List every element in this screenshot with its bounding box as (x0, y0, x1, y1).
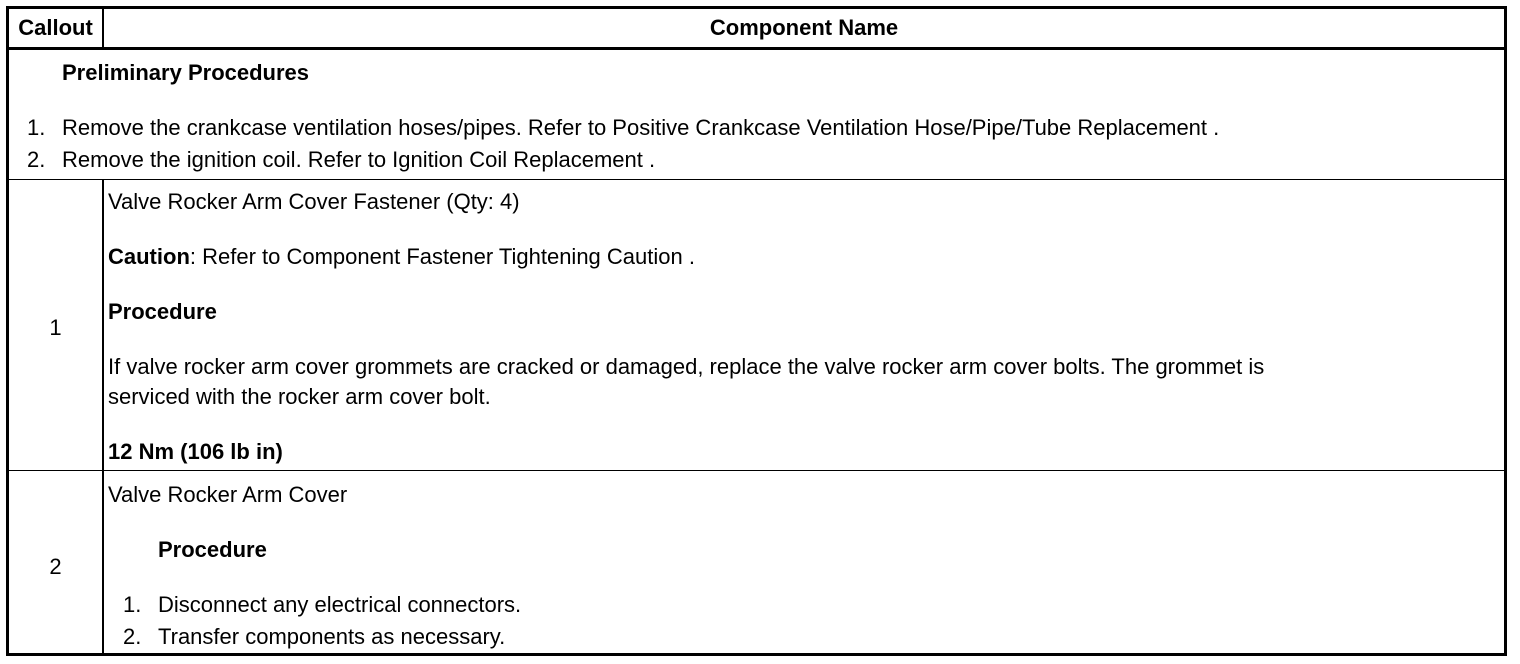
preliminary-step-text: Remove the crankcase ventilation hoses/pipes. Refer to Positive Crankcase Ventilation Hose/Pipe/Tube Replacement . (62, 115, 1220, 140)
component-table (6, 6, 1507, 656)
caution-line (108, 244, 695, 270)
procedure-heading: Procedure (108, 299, 217, 324)
procedure-step-text: Transfer components as necessary. (158, 624, 506, 649)
component-name: Valve Rocker Arm Cover Fastener (Qty: 4) (108, 189, 520, 214)
preliminary-step-number: 1. (27, 115, 46, 140)
caution-text: : Refer to Component Fastener Tightening Caution . (189, 244, 695, 269)
component-name: Valve Rocker Arm Cover (108, 482, 348, 507)
body-column-divider (102, 179, 104, 653)
torque-spec: 12 Nm (106 lb in) (108, 439, 283, 464)
procedure-step-number: 2. (123, 624, 142, 649)
header-component-name: Component Name (709, 15, 899, 40)
preliminary-divider (9, 179, 1504, 180)
header-divider (9, 47, 1504, 50)
header-callout: Callout (18, 15, 93, 40)
callout-number: 1 (49, 315, 62, 340)
procedure-text: serviced with the rocker arm cover bolt. (108, 384, 491, 409)
procedure-text: If valve rocker arm cover grommets are cracked or damaged, replace the valve rocker arm cover bolts. The grommet is (108, 354, 1265, 379)
row-divider (9, 470, 1504, 471)
callout-number: 2 (49, 554, 62, 579)
preliminary-step-text: Remove the ignition coil. Refer to Ignition Coil Replacement . (62, 147, 656, 172)
procedure-heading: Procedure (158, 537, 267, 562)
procedure-step-number: 1. (123, 592, 142, 617)
preliminary-step-number: 2. (27, 147, 46, 172)
procedure-step-text: Disconnect any electrical connectors. (158, 592, 522, 617)
preliminary-title: Preliminary Procedures (62, 60, 310, 85)
caution-label: Caution (108, 244, 190, 269)
